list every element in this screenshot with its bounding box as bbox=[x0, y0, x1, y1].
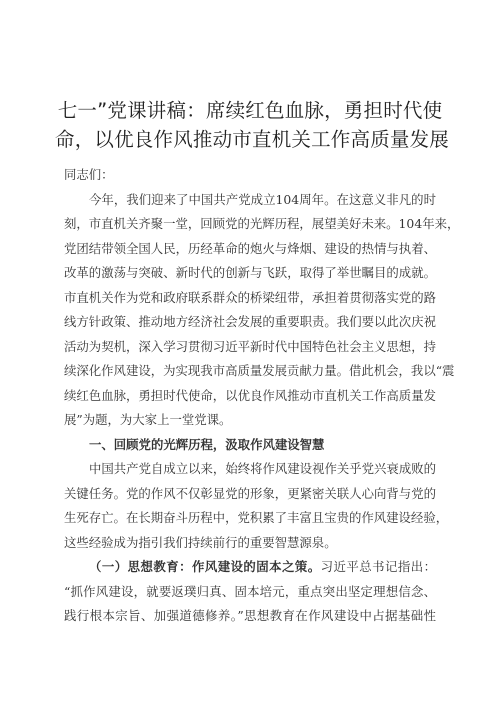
paragraph-line: 展”为题，为大家上一堂党课。 bbox=[64, 412, 232, 427]
paragraph-line: 中国共产党自成立以来，始终将作风建设视作关乎党兴衰成败的 bbox=[89, 461, 436, 476]
document-title bbox=[55, 96, 450, 154]
paragraph-line: 续红色血脉，勇担时代使命，以优良作风推动市直机关工作高质量发 bbox=[64, 387, 436, 403]
paragraph-line: 关键任务。党的作风不仅彰显党的形象，更紧密关联人心向背与党的 bbox=[64, 485, 436, 501]
paragraph-line: 党团结带领全国人民，历经革命的炮火与烽烟、建设的热情与执着、 bbox=[64, 240, 436, 256]
paragraph-line: 今年，我们迎来了中国共产党成立104周年。在这意义非凡的时 bbox=[89, 191, 436, 207]
paragraph-line: “抓作风建设，就要返璞归真、固本培元，重点突出坚定理想信念、 bbox=[64, 583, 436, 599]
title-line-2: 命，以优良作风推动市直机关工作高质量发展 bbox=[55, 128, 450, 151]
paragraph-line: 这些经验成为指引我们持续前行的重要智慧源泉。 bbox=[64, 534, 337, 550]
subheading-rest: 习近平总书记指出： bbox=[320, 559, 437, 574]
paragraph-line: 活动为契机，深入学习贯彻习近平新时代中国特色社会主义思想，持 bbox=[64, 338, 436, 354]
paragraph-line: 续深化作风建设，为实现我市高质量发展贡献力量。借此机会，我以“震 bbox=[64, 363, 455, 378]
section-heading-1: 一、回顾党的光辉历程，汲取作风建设智慧 bbox=[89, 436, 325, 452]
paragraph-line bbox=[64, 555, 436, 580]
greeting: 同志们： bbox=[64, 167, 114, 182]
paragraph-history bbox=[64, 457, 449, 555]
paragraph-line: 践行根本宗旨、加强道德修养。”思想教育在作风建设中占据基础性 bbox=[64, 608, 436, 623]
paragraph-intro bbox=[64, 188, 460, 433]
paragraph-line: 生死存亡。在长期奋斗历程中，党积累了丰富且宝贵的作风建设经验， bbox=[64, 510, 449, 525]
document-body bbox=[64, 163, 460, 629]
subheading-lead: （一）思想教育：作风建设的固本之策。 bbox=[89, 559, 321, 574]
paragraph-thought-education bbox=[64, 555, 436, 629]
paragraph-line: 市直机关作为党和政府联系群众的桥梁纽带，承担着贯彻落实党的路 bbox=[64, 289, 436, 305]
title-line-1: 七一”党课讲稿：席续红色血脉，勇担时代使 bbox=[57, 99, 443, 122]
paragraph-line: 改革的激荡与突破、新时代的创新与飞跃，取得了举世瞩目的成就。 bbox=[64, 265, 436, 280]
paragraph-line: 线方针政策、推动地方经济社会发展的重要职责。我们要以此次庆祝 bbox=[64, 314, 436, 329]
paragraph-line: 刻，市直机关齐聚一堂，回顾党的光辉历程，展望美好未来。104年来， bbox=[64, 216, 460, 231]
